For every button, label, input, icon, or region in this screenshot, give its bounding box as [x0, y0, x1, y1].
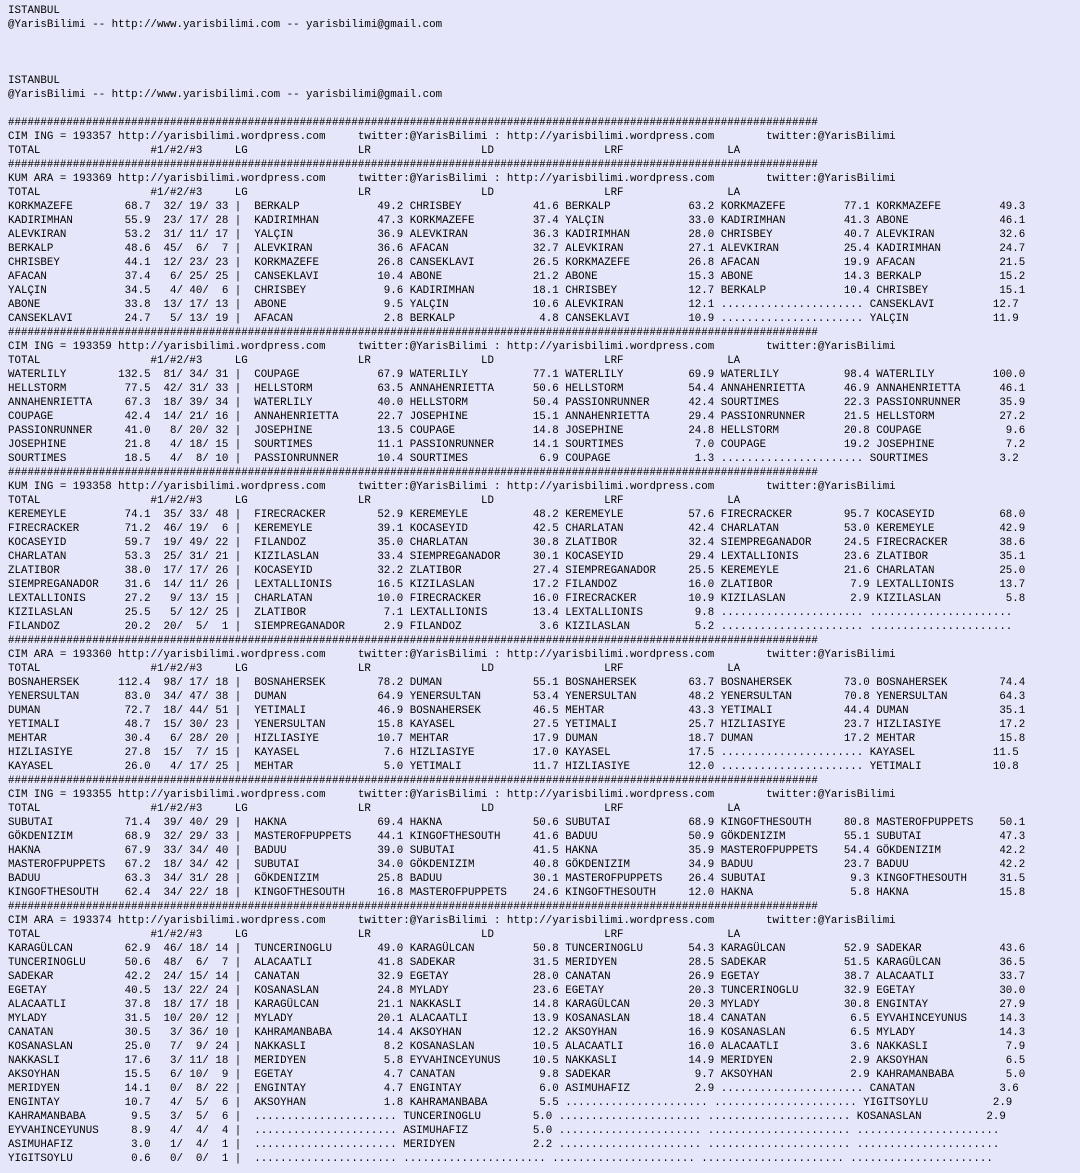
- column-header: TOTAL #1/#2/#3 LG LR LD LRF LA: [8, 803, 741, 815]
- table-row: SUBUTAI 71.4 39/ 40/ 29 | HAKNA 69.4 HAKNA 50.6 SUBUTAI 68.9 KINGOFTHESOUTH 80.8 MASTEROFPUPPETS 50.1: [8, 817, 1026, 829]
- table-row: LEXTALLIONIS 27.2 9/ 13/ 15 | CHARLATAN 10.0 FIRECRACKER 16.0 FIRECRACKER 10.9 KIZILASLAN 2.9 KIZILASLAN 5.8: [8, 593, 1026, 605]
- table-row: BOSNAHERSEK 112.4 98/ 17/ 18 | BOSNAHERSEK 78.2 DUMAN 55.1 BOSNAHERSEK 63.7 BOSNAHERSEK 73.0 BOSNAHERSEK 74.4: [8, 677, 1026, 689]
- race-title: CIM ARA = 193374 http://yarisbilimi.wordpress.com twitter:@YarisBilimi : http://yarisbilimi.wordpress.com twitter:@YarisBilimi: [8, 915, 896, 927]
- table-row: MASTEROFPUPPETS 67.2 18/ 34/ 42 | SUBUTAI 34.0 GÖKDENIZIM 40.8 GÖKDENIZIM 34.9 BADUU 23.7 BADUU 42.2: [8, 859, 1026, 871]
- race-title: CIM ING = 193355 http://yarisbilimi.wordpress.com twitter:@YarisBilimi : http://yarisbilimi.wordpress.com twitter:@YarisBilimi: [8, 789, 896, 801]
- table-row: ALACAATLI 37.8 18/ 17/ 18 | KARAGÜLCAN 21.1 NAKKASLI 14.8 KARAGÜLCAN 20.3 MYLADY 30.8 ENGINTAY 27.9: [8, 999, 1026, 1011]
- table-row: WATERLILY 132.5 81/ 34/ 31 | COUPAGE 67.9 WATERLILY 77.1 WATERLILY 69.9 WATERLILY 98.4 WATERLILY 100.0: [8, 369, 1026, 381]
- table-row: YENERSULTAN 83.0 34/ 47/ 38 | DUMAN 64.9 YENERSULTAN 53.4 YENERSULTAN 48.2 YENERSULTAN 70.8 YENERSULTAN 64.3: [8, 691, 1026, 703]
- column-header: TOTAL #1/#2/#3 LG LR LD LRF LA: [8, 929, 741, 941]
- table-row: ENGINTAY 10.7 4/ 5/ 6 | AKSOYHAN 1.8 KAHRAMANBABA 5.5 ...................... ...................... YIGITSOYLU 2.9: [8, 1097, 1013, 1109]
- table-row: HAKNA 67.9 33/ 34/ 40 | BADUU 39.0 SUBUTAI 41.5 HAKNA 35.9 MASTEROFPUPPETS 54.4 GÖKDENIZIM 42.2: [8, 845, 1026, 857]
- table-row: YETIMALI 48.7 15/ 30/ 23 | YENERSULTAN 15.8 KAYASEL 27.5 YETIMALI 25.7 HIZLIASIYE 23.7 HIZLIASIYE 17.2: [8, 719, 1026, 731]
- table-row: KAHRAMANBABA 9.5 3/ 5/ 6 | ...................... TUNCERINOGLU 5.0 ...................... ...................... KOSANASLAN 2.9: [8, 1111, 1006, 1123]
- table-row: MERIDYEN 14.1 0/ 8/ 22 | ENGINTAY 4.7 ENGINTAY 6.0 ASIMUHAFIZ 2.9 ...................... CANATAN 3.6: [8, 1083, 1019, 1095]
- header-city: ISTANBUL: [8, 5, 60, 17]
- table-row: HIZLIASIYE 27.8 15/ 7/ 15 | KAYASEL 7.6 HIZLIASIYE 17.0 KAYASEL 17.5 ...................... KAYASEL 11.5: [8, 747, 1019, 759]
- table-row: CANATAN 30.5 3/ 36/ 10 | KAHRAMANBABA 14.4 AKSOYHAN 12.2 AKSOYHAN 16.9 KOSANASLAN 6.5 MYLADY 14.3: [8, 1027, 1026, 1039]
- table-row: MEHTAR 30.4 6/ 28/ 20 | HIZLIASIYE 10.7 MEHTAR 17.9 DUMAN 18.7 DUMAN 17.2 MEHTAR 15.8: [8, 733, 1026, 745]
- table-row: AKSOYHAN 15.5 6/ 10/ 9 | EGETAY 4.7 CANATAN 9.8 SADEKAR 9.7 AKSOYHAN 2.9 KAHRAMANBABA 5.0: [8, 1069, 1026, 1081]
- race-title: CIM ING = 193359 http://yarisbilimi.wordpress.com twitter:@YarisBilimi : http://yarisbilimi.wordpress.com twitter:@YarisBilimi: [8, 341, 896, 353]
- table-row: GÖKDENIZIM 68.9 32/ 29/ 33 | MASTEROFPUPPETS 44.1 KINGOFTHESOUTH 41.6 BADUU 50.9 GÖKDENIZIM 55.1 SUBUTAI 47.3: [8, 831, 1026, 843]
- table-row: KEREMEYLE 74.1 35/ 33/ 48 | FIRECRACKER 52.9 KEREMEYLE 48.2 KEREMEYLE 57.6 FIRECRACKER 95.7 KOCASEYID 68.0: [8, 509, 1026, 521]
- table-row: SOURTIMES 18.5 4/ 8/ 10 | PASSIONRUNNER 10.4 SOURTIMES 6.9 COUPAGE 1.3 ...................... SOURTIMES 3.2: [8, 453, 1019, 465]
- race-block: [8, 634, 1080, 774]
- blank-line: [8, 102, 1080, 116]
- table-row: TUNCERINOGLU 50.6 48/ 6/ 7 | ALACAATLI 41.8 SADEKAR 31.5 MERIDYEN 28.5 SADEKAR 51.5 KARAGÜLCAN 36.5: [8, 957, 1026, 969]
- column-header: TOTAL #1/#2/#3 LG LR LD LRF LA: [8, 495, 741, 507]
- table-row: ABONE 33.8 13/ 17/ 13 | ABONE 9.5 YALÇIN 10.6 ALEVKIRAN 12.1 ...................... CANSEKLAVI 12.7: [8, 299, 1019, 311]
- table-row: AFACAN 37.4 6/ 25/ 25 | CANSEKLAVI 10.4 ABONE 21.2 ABONE 15.3 ABONE 14.3 BERKALP 15.2: [8, 271, 1026, 283]
- table-row: KIZILASLAN 25.5 5/ 12/ 25 | ZLATIBOR 7.1 LEXTALLIONIS 13.4 LEXTALLIONIS 9.8 ...................... ......................: [8, 607, 1013, 619]
- column-header: TOTAL #1/#2/#3 LG LR LD LRF LA: [8, 145, 741, 157]
- table-row: KOSANASLAN 25.0 7/ 9/ 24 | NAKKASLI 8.2 KOSANASLAN 10.5 ALACAATLI 16.0 ALACAATLI 3.6 NAKKASLI 7.9: [8, 1041, 1026, 1053]
- blank-line: [8, 46, 1080, 60]
- header-contact: @YarisBilimi -- http://www.yarisbilimi.com -- yarisbilimi@gmail.com: [8, 19, 443, 31]
- separator-line: #############################################################################################################################: [8, 327, 818, 339]
- table-row: KAYASEL 26.0 4/ 17/ 25 | MEHTAR 5.0 YETIMALI 11.7 HIZLIASIYE 12.0 ...................... YETIMALI 10.8: [8, 761, 1019, 773]
- separator-line: #############################################################################################################################: [8, 117, 818, 129]
- table-row: HELLSTORM 77.5 42/ 31/ 33 | HELLSTORM 63.5 ANNAHENRIETTA 50.6 HELLSTORM 54.4 ANNAHENRIETTA 46.9 ANNAHENRIETTA 46.1: [8, 383, 1026, 395]
- column-header: TOTAL #1/#2/#3 LG LR LD LRF LA: [8, 187, 741, 199]
- race-block: [8, 326, 1080, 466]
- race-title: KUM ING = 193358 http://yarisbilimi.wordpress.com twitter:@YarisBilimi : http://yarisbilimi.wordpress.com twitter:@YarisBilimi: [8, 481, 896, 493]
- header-city: ISTANBUL: [8, 75, 60, 87]
- table-row: ZLATIBOR 38.0 17/ 17/ 26 | KOCASEYID 32.2 ZLATIBOR 27.4 SIEMPREGANADOR 25.5 KEREMEYLE 21.6 CHARLATAN 25.0: [8, 565, 1026, 577]
- table-row: KINGOFTHESOUTH 62.4 34/ 22/ 18 | KINGOFTHESOUTH 16.8 MASTEROFPUPPETS 24.6 KINGOFTHESOUTH 12.0 HAKNA 5.8 HAKNA 15.8: [8, 887, 1026, 899]
- blank-line: [8, 32, 1080, 46]
- blank-line: [8, 60, 1080, 74]
- column-header: TOTAL #1/#2/#3 LG LR LD LRF LA: [8, 355, 741, 367]
- table-row: DUMAN 72.7 18/ 44/ 51 | YETIMALI 46.9 BOSNAHERSEK 46.5 MEHTAR 43.3 YETIMALI 44.4 DUMAN 35.1: [8, 705, 1026, 717]
- table-row: PASSIONRUNNER 41.0 8/ 20/ 32 | JOSEPHINE 13.5 COUPAGE 14.8 JOSEPHINE 24.8 HELLSTORM 20.8 COUPAGE 9.6: [8, 425, 1026, 437]
- race-title: CIM ARA = 193360 http://yarisbilimi.wordpress.com twitter:@YarisBilimi : http://yarisbilimi.wordpress.com twitter:@YarisBilimi: [8, 649, 896, 661]
- table-row: FILANDOZ 20.2 20/ 5/ 1 | SIEMPREGANADOR 2.9 FILANDOZ 3.6 KIZILASLAN 5.2 ...................... ......................: [8, 621, 1013, 633]
- table-row: ALEVKIRAN 53.2 31/ 11/ 17 | YALÇIN 36.9 ALEVKIRAN 36.3 KADIRIMHAN 28.0 CHRISBEY 40.7 ALEVKIRAN 32.6: [8, 229, 1026, 241]
- race-block: [8, 158, 1080, 326]
- column-header: TOTAL #1/#2/#3 LG LR LD LRF LA: [8, 663, 741, 675]
- table-row: ANNAHENRIETTA 67.3 18/ 39/ 34 | WATERLILY 40.0 HELLSTORM 50.4 PASSIONRUNNER 42.4 SOURTIMES 22.3 PASSIONRUNNER 35.9: [8, 397, 1026, 409]
- race-block: [8, 466, 1080, 634]
- table-row: KOCASEYID 59.7 19/ 49/ 22 | FILANDOZ 35.0 CHARLATAN 30.8 ZLATIBOR 32.4 SIEMPREGANADOR 24.5 FIRECRACKER 38.6: [8, 537, 1026, 549]
- table-row: SIEMPREGANADOR 31.6 14/ 11/ 26 | LEXTALLIONIS 16.5 KIZILASLAN 17.2 FILANDOZ 16.0 ZLATIBOR 7.9 LEXTALLIONIS 13.7: [8, 579, 1026, 591]
- table-row: ASIMUHAFIZ 3.0 1/ 4/ 1 | ...................... MERIDYEN 2.2 ...................... ...................... ......................: [8, 1139, 1000, 1151]
- table-row: KADIRIMHAN 55.9 23/ 17/ 28 | KADIRIMHAN 47.3 KORKMAZEFE 37.4 YALÇIN 33.0 KADIRIMHAN 41.3 ABONE 46.1: [8, 215, 1026, 227]
- table-row: JOSEPHINE 21.8 4/ 18/ 15 | SOURTIMES 11.1 PASSIONRUNNER 14.1 SOURTIMES 7.0 COUPAGE 19.2 JOSEPHINE 7.2: [8, 439, 1026, 451]
- table-row: CHRISBEY 44.1 12/ 23/ 23 | KORKMAZEFE 26.8 CANSEKLAVI 26.5 KORKMAZEFE 26.8 AFACAN 19.9 AFACAN 21.5: [8, 257, 1026, 269]
- table-row: EYVAHINCEYUNUS 8.9 4/ 4/ 4 | ...................... ASIMUHAFIZ 5.0 ...................... ...................... ......................: [8, 1125, 1000, 1137]
- table-row: NAKKASLI 17.6 3/ 11/ 18 | MERIDYEN 5.8 EYVAHINCEYUNUS 10.5 NAKKASLI 14.9 MERIDYEN 2.9 AKSOYHAN 6.5: [8, 1055, 1026, 1067]
- table-row: SADEKAR 42.2 24/ 15/ 14 | CANATAN 32.9 EGETAY 28.0 CANATAN 26.9 EGETAY 38.7 ALACAATLI 33.7: [8, 971, 1026, 983]
- table-row: FIRECRACKER 71.2 46/ 19/ 6 | KEREMEYLE 39.1 KOCASEYID 42.5 CHARLATAN 42.4 CHARLATAN 53.0 KEREMEYLE 42.9: [8, 523, 1026, 535]
- table-row: KORKMAZEFE 68.7 32/ 19/ 33 | BERKALP 49.2 CHRISBEY 41.6 BERKALP 63.2 KORKMAZEFE 77.1 KORKMAZEFE 49.3: [8, 201, 1026, 213]
- separator-line: #############################################################################################################################: [8, 901, 818, 913]
- table-row: CHARLATAN 53.3 25/ 31/ 21 | KIZILASLAN 33.4 SIEMPREGANADOR 30.1 KOCASEYID 29.4 LEXTALLIONIS 23.6 ZLATIBOR 35.1: [8, 551, 1026, 563]
- race-block: [8, 116, 1080, 158]
- table-row: BERKALP 48.6 45/ 6/ 7 | ALEVKIRAN 36.6 AFACAN 32.7 ALEVKIRAN 27.1 ALEVKIRAN 25.4 KADIRIMHAN 24.7: [8, 243, 1026, 255]
- race-title: KUM ARA = 193369 http://yarisbilimi.wordpress.com twitter:@YarisBilimi : http://yarisbilimi.wordpress.com twitter:@YarisBilimi: [8, 173, 896, 185]
- race-block: [8, 900, 1080, 1166]
- table-row: BADUU 63.3 34/ 31/ 28 | GÖKDENIZIM 25.8 BADUU 30.1 MASTEROFPUPPETS 26.4 SUBUTAI 9.3 KINGOFTHESOUTH 31.5: [8, 873, 1026, 885]
- table-row: KARAGÜLCAN 62.9 46/ 18/ 14 | TUNCERINOGLU 49.0 KARAGÜLCAN 50.8 TUNCERINOGLU 54.3 KARAGÜLCAN 52.9 SADEKAR 43.6: [8, 943, 1026, 955]
- table-row: COUPAGE 42.4 14/ 21/ 16 | ANNAHENRIETTA 22.7 JOSEPHINE 15.1 ANNAHENRIETTA 29.4 PASSIONRUNNER 21.5 HELLSTORM 27.2: [8, 411, 1026, 423]
- race-block: [8, 774, 1080, 900]
- table-row: YIGITSOYLU 0.6 0/ 0/ 1 | ...................... ...................... ...................... ...................... ......................: [8, 1153, 993, 1165]
- header-contact: @YarisBilimi -- http://www.yarisbilimi.com -- yarisbilimi@gmail.com: [8, 89, 443, 101]
- table-row: EGETAY 40.5 13/ 22/ 24 | KOSANASLAN 24.8 MYLADY 23.6 EGETAY 20.3 TUNCERINOGLU 32.9 EGETAY 30.0: [8, 985, 1026, 997]
- table-row: CANSEKLAVI 24.7 5/ 13/ 19 | AFACAN 2.8 BERKALP 4.8 CANSEKLAVI 10.9 ...................... YALÇIN 11.9: [8, 313, 1019, 325]
- separator-line: #############################################################################################################################: [8, 775, 818, 787]
- table-row: YALÇIN 34.5 4/ 40/ 6 | CHRISBEY 9.6 KADIRIMHAN 18.1 CHRISBEY 12.7 BERKALP 10.4 CHRISBEY 15.1: [8, 285, 1026, 297]
- races-list: [8, 116, 1080, 1166]
- table-row: MYLADY 31.5 10/ 20/ 12 | MYLADY 20.1 ALACAATLI 13.9 KOSANASLAN 18.4 CANATAN 6.5 EYVAHINCEYUNUS 14.3: [8, 1013, 1026, 1025]
- separator-line: #############################################################################################################################: [8, 635, 818, 647]
- separator-line: #############################################################################################################################: [8, 159, 818, 171]
- race-title: CIM ING = 193357 http://yarisbilimi.wordpress.com twitter:@YarisBilimi : http://yarisbilimi.wordpress.com twitter:@YarisBilimi: [8, 131, 896, 143]
- separator-line: #############################################################################################################################: [8, 467, 818, 479]
